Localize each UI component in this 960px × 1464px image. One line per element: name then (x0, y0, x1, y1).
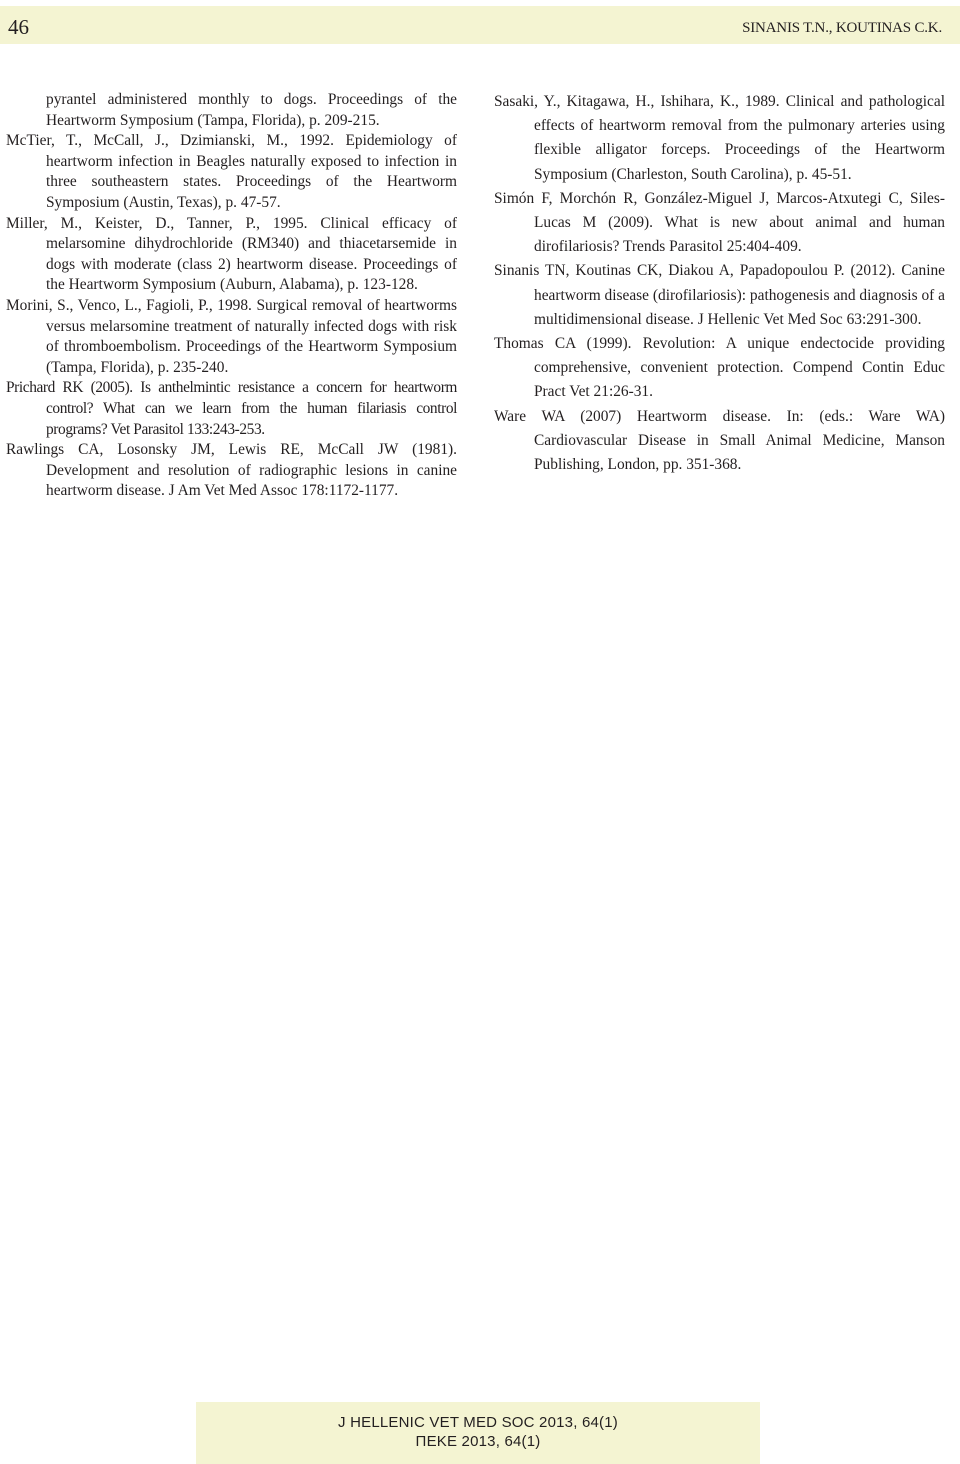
references-left-column (6, 90, 457, 502)
page-number: 46 (8, 15, 29, 39)
reference-sasaki-1989: Sasaki, Y., Kitagawa, H., Ishihara, K., 1989. Clinical and pathological effects of heartworm removal from the pulmonary arteries using flexible alligator forceps. Proceedings of the Heartworm Symposium (Charleston, South Carolina), p. 45-51. (494, 93, 945, 183)
reference-mctier-1992: McTier, T., McCall, J., Dzimianski, M., 1992. Epidemiology of heartworm infection in Beagles naturally exposed to infection in three southeastern states. Proceedings of the Heartworm Symposium (Austin, Texas), p. 47-57. (6, 132, 457, 211)
references-right-column (494, 90, 945, 477)
reference-prichard-2005: Prichard RK (2005). Is anthelmintic resistance a concern for heartworm control? What can we learn from the human filariasis control programs? Vet Parasitol 133:243-253. (6, 379, 457, 438)
reference-morini-1998: Morini, S., Venco, L., Fagioli, P., 1998. Surgical removal of heartworms versus melarsomine treatment of naturally infected dogs with risk of thromboembolism. Proceedings of the Heartworm Symposium (Tampa, Florida), p. 235-240. (6, 296, 457, 376)
reference-thomas-1999: Thomas CA (1999). Revolution: A unique endectocide providing comprehensive, convenient protection. Compend Contin Educ Pract Vet 21:26-31. (494, 335, 945, 401)
reference-sinanis-2012: Sinanis TN, Koutinas CK, Diakou A, Papadopoulou P. (2012). Canine heartworm disease (dirofilariosis): pathogenesis and diagnosis of a multidimensional disease. J Hellenic Vet Med Soc 63:291-300. (494, 262, 945, 328)
footer-journal-greek: ΠΕΚΕ 2013, 64(1) (415, 1433, 541, 1450)
reference-rawlings-1981: Rawlings CA, Losonsky JM, Lewis RE, McCall JW (1981). Development and resolution of radiographic lesions in canine heartworm disease. J Am Vet Med Assoc 178:1172-1177. (6, 441, 457, 500)
footer-journal: J HELLENIC VET MED SOC 2013, 64(1) (338, 1414, 618, 1431)
running-head: SINANIS T.N., KOUTINAS C.K. (742, 20, 942, 36)
reference-simon-2009: Simón F, Morchón R, González-Miguel J, Marcos-Atxutegi C, Siles-Lucas M (2009). What is new about animal and human dirofilariosis? Trends Parasitol 25:404-409. (494, 189, 945, 256)
reference-miller-1995: Miller, M., Keister, D., Tanner, P., 1995. Clinical efficacy of melarsomine dihydrochloride (RM340) and thiacetarsemide in dogs with moderate (class 2) heartworm disease. Proceedings of the Heartworm Symposium (Auburn, Alabama), p. 123-128. (6, 214, 457, 294)
page-footer (196, 1402, 760, 1464)
reference-continuation: pyrantel administered monthly to dogs. Proceedings of the Heartworm Symposium (Tampa, Florida), p. 209-215. (46, 91, 457, 129)
page-header (0, 6, 960, 44)
reference-ware-2007: Ware WA (2007) Heartworm disease. In: (eds.: Ware WA) Cardiovascular Disease in Small Animal Medicine, Manson Publishing, London, pp. 351-368. (494, 407, 945, 474)
